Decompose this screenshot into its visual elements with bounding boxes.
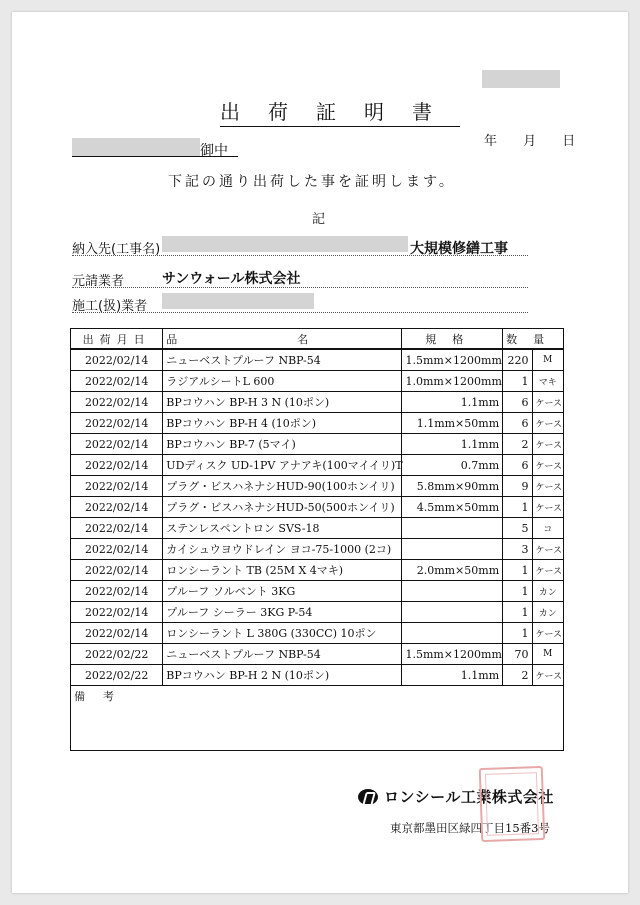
installer-line bbox=[72, 312, 528, 313]
row-spec: 4.5mm×50mm bbox=[402, 497, 503, 518]
row-qty: 1 bbox=[503, 497, 532, 518]
redacted-addressee bbox=[72, 138, 200, 156]
redacted-installer bbox=[162, 293, 314, 309]
row-date: 2022/02/14 bbox=[71, 560, 163, 581]
row-unit: M bbox=[532, 349, 564, 371]
row-unit: ケース bbox=[532, 455, 564, 476]
row-item-name: UDディスク UD-1PV アナアキ(100マイイリ)T bbox=[163, 455, 402, 476]
table-row bbox=[71, 392, 564, 413]
row-item-name: ニューベストプルーフ NBP-54 bbox=[163, 349, 402, 371]
row-qty: 9 bbox=[503, 476, 532, 497]
row-spec: 1.1mm bbox=[402, 665, 503, 686]
ki-label: 記 bbox=[312, 212, 326, 227]
row-unit: コ bbox=[532, 518, 564, 539]
notes-row bbox=[71, 686, 564, 751]
row-item-name: ラジアルシートL 600 bbox=[163, 371, 402, 392]
row-spec bbox=[402, 581, 503, 602]
row-date: 2022/02/14 bbox=[71, 497, 163, 518]
table-row bbox=[71, 518, 564, 539]
row-unit: ケース bbox=[532, 665, 564, 686]
row-item-name: BPコウハン BP-H 3 N (10ポン) bbox=[163, 392, 402, 413]
row-qty: 2 bbox=[503, 665, 532, 686]
certification-statement: 下記の通り出荷した事を証明します。 bbox=[168, 174, 456, 190]
redacted-doc-number bbox=[482, 70, 560, 88]
row-qty: 1 bbox=[503, 602, 532, 623]
row-qty: 3 bbox=[503, 539, 532, 560]
row-item-name: BPコウハン BP-7 (5マイ) bbox=[163, 434, 402, 455]
row-qty: 70 bbox=[503, 644, 532, 665]
row-qty: 6 bbox=[503, 413, 532, 434]
row-spec bbox=[402, 623, 503, 644]
prime-contractor-line bbox=[72, 287, 528, 288]
row-spec: 5.8mm×90mm bbox=[402, 476, 503, 497]
document-title: 出荷証明書 bbox=[220, 96, 460, 127]
row-qty: 1 bbox=[503, 371, 532, 392]
table-row bbox=[71, 644, 564, 665]
delivery-value-suffix: 大規模修繕工事 bbox=[410, 241, 508, 257]
header-qty: 数量 bbox=[503, 329, 564, 350]
row-item-name: プラグ・ビスハネナシHUD-50(500ホンイリ) bbox=[163, 497, 402, 518]
company-seal-stamp bbox=[479, 766, 546, 842]
notes-label: 備考 bbox=[74, 690, 132, 703]
issue-date: 年 月 日 bbox=[484, 134, 578, 149]
row-unit: ケース bbox=[532, 413, 564, 434]
row-qty: 1 bbox=[503, 623, 532, 644]
row-unit: ケース bbox=[532, 434, 564, 455]
row-date: 2022/02/14 bbox=[71, 539, 163, 560]
row-spec: 1.1mm bbox=[402, 392, 503, 413]
row-qty: 6 bbox=[503, 392, 532, 413]
row-spec: 1.5mm×1200mm bbox=[402, 349, 503, 371]
table-row bbox=[71, 581, 564, 602]
table-row bbox=[71, 455, 564, 476]
row-qty: 5 bbox=[503, 518, 532, 539]
row-unit: マキ bbox=[532, 371, 564, 392]
table-row bbox=[71, 539, 564, 560]
table-row bbox=[71, 623, 564, 644]
table-row bbox=[71, 497, 564, 518]
row-spec: 1.1mm bbox=[402, 434, 503, 455]
row-unit: M bbox=[532, 644, 564, 665]
row-item-name: プラグ・ビスハネナシHUD-90(100ホンイリ) bbox=[163, 476, 402, 497]
delivery-label: 納入先(工事名) bbox=[72, 242, 161, 257]
row-spec bbox=[402, 539, 503, 560]
notes-cell bbox=[71, 686, 564, 751]
redacted-delivery-name bbox=[162, 236, 408, 252]
row-unit: カン bbox=[532, 581, 564, 602]
row-date: 2022/02/14 bbox=[71, 518, 163, 539]
prime-contractor-value: サンウォール株式会社 bbox=[162, 271, 301, 287]
row-date: 2022/02/22 bbox=[71, 665, 163, 686]
row-item-name: ロンシーラント TB (25M X 4マキ) bbox=[163, 560, 402, 581]
row-spec: 2.0mm×50mm bbox=[402, 560, 503, 581]
row-unit: ケース bbox=[532, 497, 564, 518]
row-spec: 1.1mm×50mm bbox=[402, 413, 503, 434]
row-item-name: プルーフ シーラー 3KG P-54 bbox=[163, 602, 402, 623]
row-spec bbox=[402, 602, 503, 623]
table-row bbox=[71, 665, 564, 686]
prime-contractor-label: 元請業者 bbox=[72, 274, 125, 289]
delivery-line bbox=[72, 255, 528, 256]
row-unit: ケース bbox=[532, 539, 564, 560]
row-item-name: カイシュウヨウドレイン ヨコ-75-1000 (2コ) bbox=[163, 539, 402, 560]
header-spec: 規格 bbox=[402, 329, 503, 350]
header-date: 出荷月日 bbox=[71, 329, 163, 350]
row-date: 2022/02/14 bbox=[71, 392, 163, 413]
company-name: ロンシール工業株式会社 bbox=[384, 788, 554, 806]
company-logo-mark-icon bbox=[358, 789, 378, 805]
row-date: 2022/02/14 bbox=[71, 413, 163, 434]
row-date: 2022/02/14 bbox=[71, 455, 163, 476]
row-qty: 2 bbox=[503, 434, 532, 455]
row-qty: 1 bbox=[503, 560, 532, 581]
row-date: 2022/02/14 bbox=[71, 623, 163, 644]
installer-label: 施工(扱)業者 bbox=[72, 299, 148, 314]
row-item-name: ステンレスペントロン SVS-18 bbox=[163, 518, 402, 539]
row-unit: ケース bbox=[532, 623, 564, 644]
row-date: 2022/02/14 bbox=[71, 602, 163, 623]
row-item-name: BPコウハン BP-H 2 N (10ポン) bbox=[163, 665, 402, 686]
document-sheet bbox=[12, 12, 628, 893]
table-row bbox=[71, 371, 564, 392]
table-row bbox=[71, 434, 564, 455]
row-spec: 0.7mm bbox=[402, 455, 503, 476]
row-date: 2022/02/22 bbox=[71, 644, 163, 665]
company-address: 東京都墨田区緑四丁目15番3号 bbox=[390, 821, 550, 835]
row-unit: ケース bbox=[532, 392, 564, 413]
table-row bbox=[71, 560, 564, 581]
row-spec bbox=[402, 518, 503, 539]
table-row bbox=[71, 349, 564, 371]
row-date: 2022/02/14 bbox=[71, 581, 163, 602]
row-qty: 1 bbox=[503, 581, 532, 602]
row-date: 2022/02/14 bbox=[71, 349, 163, 371]
row-qty: 6 bbox=[503, 455, 532, 476]
header-name: 品名 bbox=[163, 329, 402, 350]
row-item-name: BPコウハン BP-H 4 (10ポン) bbox=[163, 413, 402, 434]
row-date: 2022/02/14 bbox=[71, 476, 163, 497]
table-row bbox=[71, 476, 564, 497]
row-unit: ケース bbox=[532, 560, 564, 581]
table-row bbox=[71, 413, 564, 434]
row-date: 2022/02/14 bbox=[71, 371, 163, 392]
addressee-suffix: 御中 bbox=[200, 143, 228, 159]
row-unit: ケース bbox=[532, 476, 564, 497]
row-item-name: ニューベストプルーフ NBP-54 bbox=[163, 644, 402, 665]
row-spec: 1.5mm×1200mm bbox=[402, 644, 503, 665]
row-qty: 220 bbox=[503, 349, 532, 371]
row-unit: カン bbox=[532, 602, 564, 623]
table-row bbox=[71, 602, 564, 623]
row-item-name: ロンシーラント L 380G (330CC) 10ポン bbox=[163, 623, 402, 644]
row-date: 2022/02/14 bbox=[71, 434, 163, 455]
shipment-table bbox=[70, 328, 564, 751]
row-item-name: プルーフ ソルベント 3KG bbox=[163, 581, 402, 602]
row-spec: 1.0mm×1200mm bbox=[402, 371, 503, 392]
table-header-row bbox=[71, 329, 564, 350]
